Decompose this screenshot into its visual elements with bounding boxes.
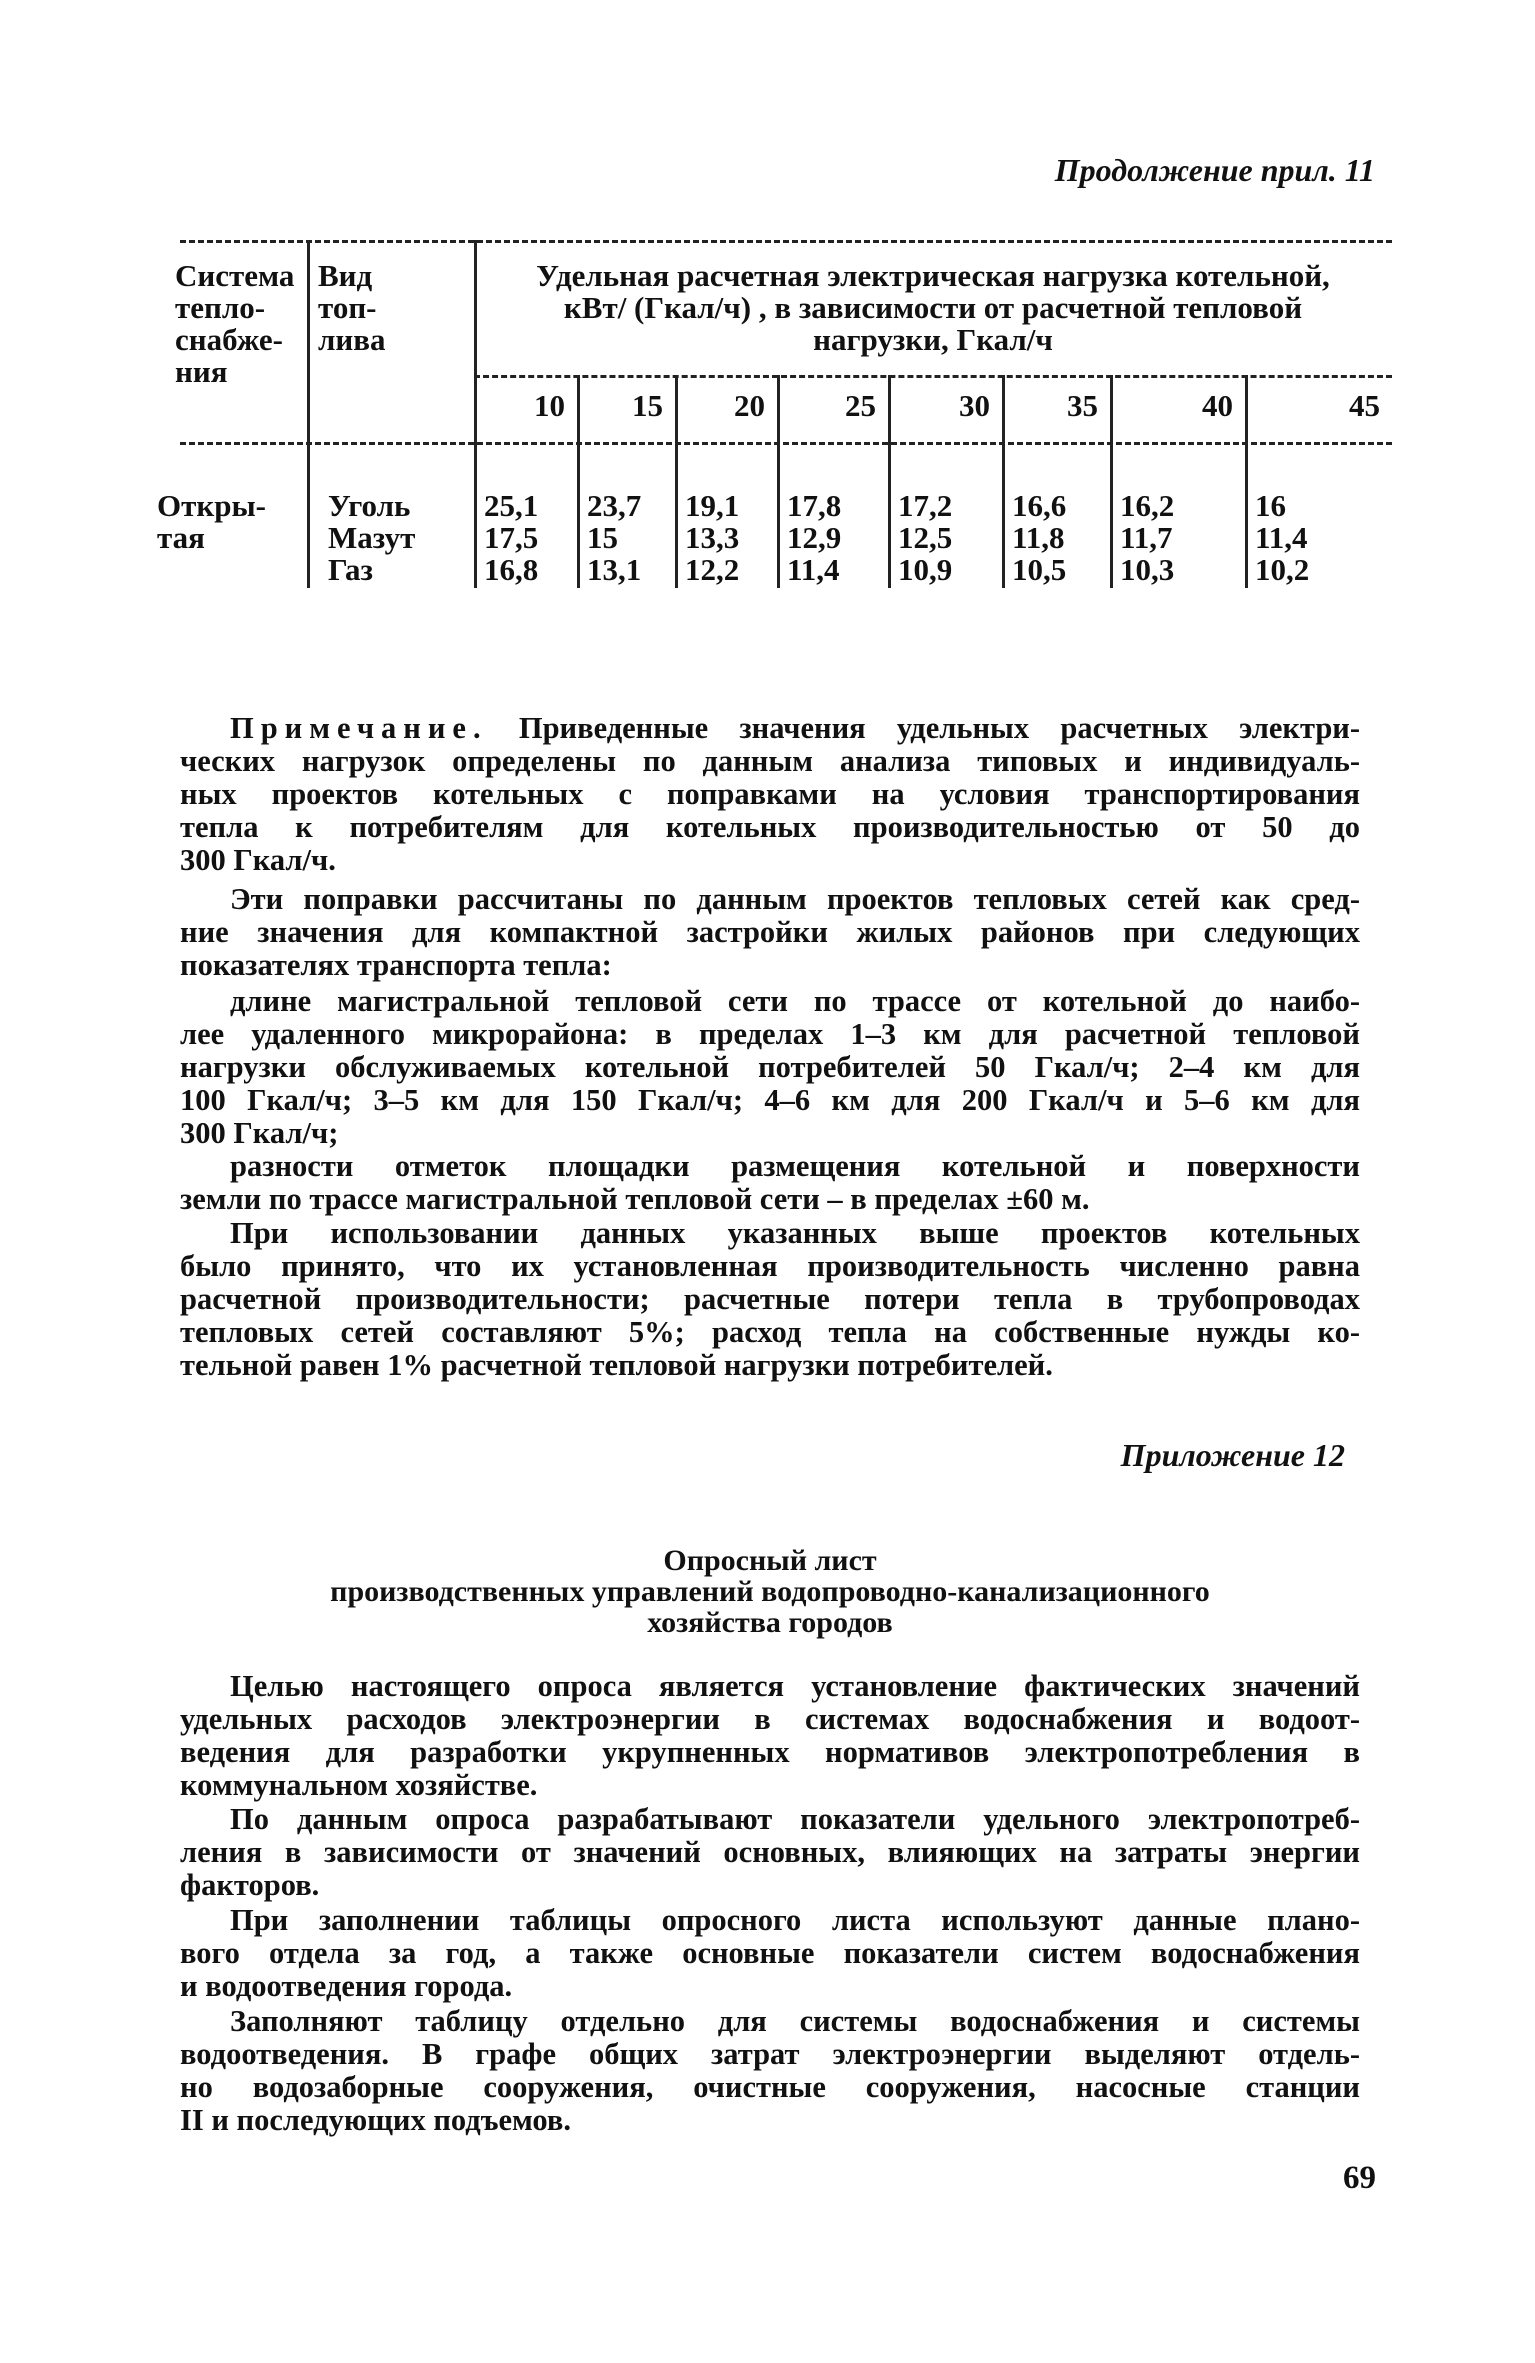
table-cell: 25,1 [484,488,539,523]
appendix-p4 [180,2005,1360,2137]
text-line [474,324,1392,356]
text-line [180,1051,1360,1084]
note-p3 [180,985,1360,1150]
table-cell: 11,4 [787,552,840,587]
text-line [180,1283,1360,1316]
text-line [328,522,415,554]
text-line [180,1117,1360,1150]
text-line-content: водоотведения. В графе общих затрат электроэнергии выделяют отдель- [180,2037,1360,2071]
table-cell: 17,5 [484,520,539,555]
text-line [175,356,307,388]
text-line-content: было принято, что их установленная производительность численно равна [180,1249,1360,1283]
text-line-content: нагрузки обслуживаемых котельной потребителей 50 Гкал/ч; 2–4 км для [180,1050,1360,1084]
table-cell: 11,4 [1255,520,1308,555]
text-line [180,1576,1360,1607]
text-line [474,292,1392,324]
text-line [175,324,307,356]
text-line [180,1703,1360,1736]
text-line-content: ведения для разработки укрупненных нормативов электропотребления в [180,1735,1360,1769]
continuation-header: Продолжение прил. 11 [1054,152,1375,188]
table-subheader-rule [474,375,1392,378]
load-header: 10 [534,388,565,423]
table-top-rule [180,240,1392,243]
text-line-content: II и последующих подъемов. [180,2103,572,2137]
text-line-content: Опросный лист [663,1544,877,1577]
text-line [180,2071,1360,2104]
text-line-content: лива [318,322,386,357]
load-header: 45 [1349,388,1380,423]
text-line-content: ния [175,354,228,389]
text-line [180,2005,1360,2038]
text-line-content: 300 Гкал/ч; [180,1116,339,1150]
table-cell: 11,8 [1012,520,1065,555]
text-line [180,1084,1360,1117]
text-line [180,778,1360,811]
table-cell: 16,2 [1120,488,1175,523]
load-header: 30 [959,388,990,423]
text-line-content: лее удаленного микрорайона: в пределах 1–3 км для расчетной тепловой [180,1017,1360,1051]
text-line-content: ления в зависимости от значений основных, влияющих на затраты энергии [180,1835,1360,1869]
text-line [180,1670,1360,1703]
page-number: 69 [1343,2160,1376,2196]
text-line [180,844,1360,877]
table-cell: 15 [587,520,618,555]
col-divider [307,240,310,588]
text-line [180,1803,1360,1836]
text-line [180,1018,1360,1051]
table-cell: 17,8 [787,488,842,523]
text-line [180,1736,1360,1769]
text-line-content: Уголь [328,488,411,523]
text-line [180,1150,1360,1183]
text-line [318,292,386,324]
questionnaire-title [180,1545,1360,1638]
text-line-content: По данным опроса разрабатывают показатели удельного электропотреб- [230,1802,1360,1836]
text-line-content: ние значения для компактной застройки жилых районов при следующих [180,915,1360,949]
text-line-content: расчетной производительности; расчетные потери тепла в трубопроводах [180,1282,1360,1316]
table-cell: 12,9 [787,520,842,555]
text-line-content: Газ [328,552,373,587]
text-line-content: факторов. [180,1868,320,1902]
text-line [180,1545,1360,1576]
text-line [318,324,386,356]
text-line-content: ческих нагрузок определены по данным анализа типовых и индивидуаль- [180,744,1360,778]
text-line-content: топ- [318,290,377,325]
text-line [474,260,1392,292]
text-line-content: Откры- [157,488,266,523]
text-line [180,1869,1360,1902]
load-header: 20 [734,388,765,423]
text-line [180,1349,1360,1382]
text-line-content: нагрузки, Гкал/ч [813,322,1053,357]
text-line-content: снабже- [175,322,284,357]
table-cell: 12,2 [685,552,740,587]
note-p2 [180,883,1360,982]
table-cell: 13,1 [587,552,642,587]
note-p4 [180,1150,1360,1216]
text-line-content: Заполняют таблицу отдельно для системы водоснабжения и системы [230,2004,1360,2038]
text-line-content: При использовании данных указанных выше проектов котельных [230,1216,1360,1250]
text-line-content: и водоотведения города. [180,1969,513,2003]
table-cell: 17,2 [898,488,953,523]
table-cell: 16 [1255,488,1286,523]
text-line [180,2038,1360,2071]
text-line [180,1183,1360,1216]
text-line [180,916,1360,949]
text-line-content: Приведенные значения удельных расчетных электри- [518,711,1361,745]
table-cell: 11,7 [1120,520,1173,555]
note-label: Примечание. [230,711,488,745]
text-line [180,1970,1360,2003]
table-cell: 10,5 [1012,552,1067,587]
text-line [180,1769,1360,1802]
table-cell: 23,7 [587,488,642,523]
text-line-content: показателях транспорта тепла: [180,948,612,982]
table-header-bottom-rule [180,442,1392,445]
header-system [175,260,307,388]
appendix-p1 [180,1670,1360,1802]
text-line-content: При заполнении таблицы опросного листа используют данные плано- [230,1903,1360,1937]
text-line-content: Мазут [328,520,416,555]
system-open [157,490,266,554]
text-line [175,292,307,324]
text-line-content: тая [157,520,205,555]
text-line [328,554,415,586]
text-line-content: Удельная расчетная электрическая нагрузка котельной, [536,258,1330,293]
table-cell: 16,8 [484,552,539,587]
text-line-content: тепла к потребителям для котельных производительностью от 50 до [180,810,1360,844]
header-load [474,260,1392,356]
text-line [180,1316,1360,1349]
text-line-content: земли по трассе магистральной тепловой сети – в пределах ±60 м. [180,1182,1090,1216]
text-line-content: но водозаборные сооружения, очистные сооружения, насосные станции [180,2070,1360,2104]
text-line [318,260,386,292]
fuel-list [328,490,415,586]
text-line-content: тепловых сетей составляют 5%; расход тепла на собственные нужды ко- [180,1315,1360,1349]
text-line-content: Система [175,258,295,293]
text-line-content: Эти поправки рассчитаны по данным проектов тепловых сетей как сред- [230,882,1360,916]
table-cell: 10,2 [1255,552,1310,587]
text-line [328,490,415,522]
text-line-content: Целью настоящего опроса является установление фактических значений [230,1669,1360,1703]
text-line [180,1904,1360,1937]
text-line-content: вого отдела за год, а также основные показатели систем водоснабжения [180,1936,1360,1970]
text-line [180,1937,1360,1970]
text-line [180,1607,1360,1638]
text-line [157,522,266,554]
text-line-content: ных проектов котельных с поправками на условия транспортирования [180,777,1360,811]
text-line [180,1836,1360,1869]
text-line [180,1250,1360,1283]
text-line-content: коммунальном хозяйстве. [180,1768,538,1802]
header-fuel [318,260,386,356]
text-line-content: Вид [318,258,373,293]
text-line [180,811,1360,844]
text-line-content: тельной равен 1% расчетной тепловой нагрузки потребителей. [180,1348,1053,1382]
text-line [180,2104,1360,2137]
text-line-content: хозяйства городов [647,1606,893,1639]
table-cell: 19,1 [685,488,740,523]
table-cell: 13,3 [685,520,740,555]
appendix-label: Приложение 12 [1120,1437,1345,1473]
note-p1 [180,712,1360,877]
text-line [175,260,307,292]
note-p5 [180,1217,1360,1382]
text-line [180,1217,1360,1250]
table-cell: 16,6 [1012,488,1067,523]
text-line-content: тепло- [175,290,266,325]
text-line-content: кВт/ (Гкал/ч) , в зависимости от расчетной тепловой [563,290,1303,325]
table-cell: 10,9 [898,552,953,587]
load-header: 25 [845,388,876,423]
table-cell: 10,3 [1120,552,1175,587]
load-header: 35 [1067,388,1098,423]
text-line [180,745,1360,778]
appendix-p3 [180,1904,1360,2003]
appendix-p2 [180,1803,1360,1902]
text-line [180,712,1360,745]
text-line [180,949,1360,982]
text-line-content: 100 Гкал/ч; 3–5 км для 150 Гкал/ч; 4–6 км для 200 Гкал/ч и 5–6 км для [180,1083,1360,1117]
text-line [180,883,1360,916]
table-cell: 12,5 [898,520,953,555]
text-line [157,490,266,522]
load-header: 15 [632,388,663,423]
text-line-content: 300 Гкал/ч. [180,843,336,877]
text-line-content: удельных расходов электроэнергии в системах водоснабжения и водоот- [180,1702,1360,1736]
text-line [180,985,1360,1018]
text-line-content: разности отметок площадки размещения котельной и поверхности [230,1149,1360,1183]
text-line-content: длине магистральной тепловой сети по трассе от котельной до наибо- [230,984,1360,1018]
load-header: 40 [1202,388,1233,423]
text-line-content: производственных управлений водопроводно-канализационного [330,1575,1210,1608]
